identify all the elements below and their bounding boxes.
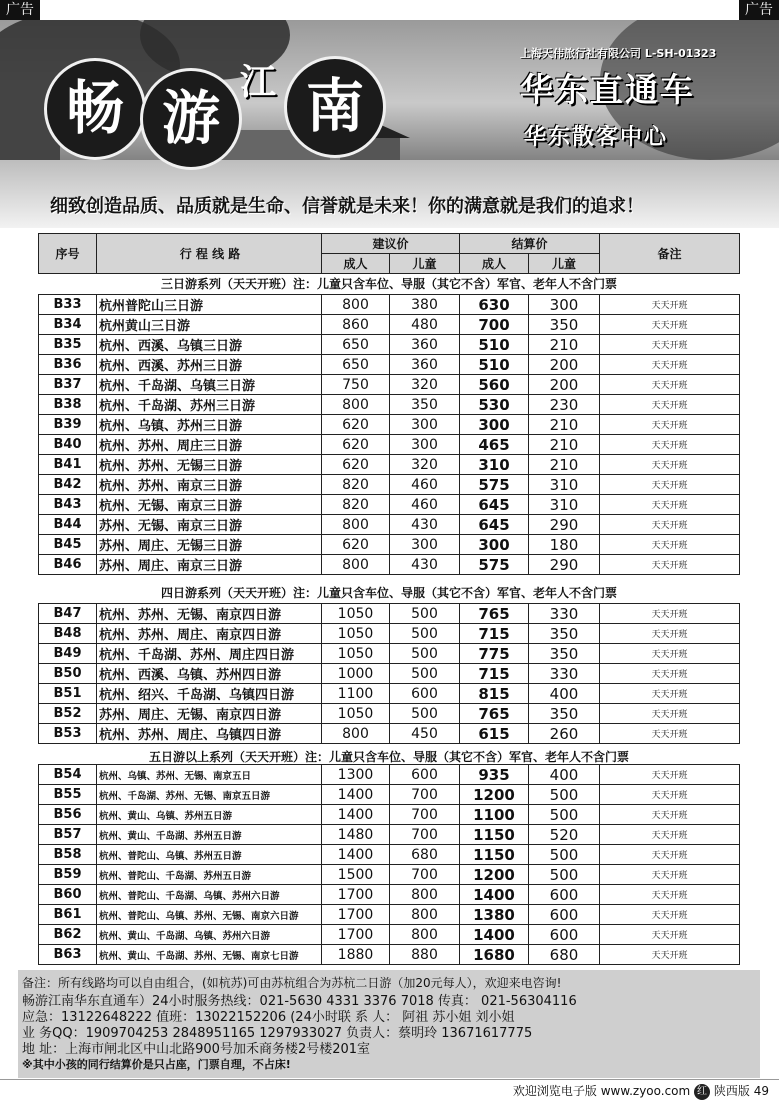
route-code: B53: [39, 724, 97, 744]
table-row: [39, 785, 740, 805]
suggested-child-price: 500: [390, 704, 460, 724]
settlement-adult-price: 630: [460, 295, 529, 315]
settlement-adult-price: 1150: [460, 845, 529, 865]
section-title: 三日游系列（天天开班）注：儿童只含车位、导服（其它不含）军官、老年人不含门票: [160, 277, 617, 291]
suggested-adult-price: 650: [322, 335, 390, 355]
table-row: [39, 604, 740, 624]
route-code: B54: [39, 765, 97, 785]
settlement-adult-price: 1200: [460, 785, 529, 805]
route-code: B40: [39, 435, 97, 455]
suggested-child-price: 480: [390, 315, 460, 335]
brand-subtitle: 华东散客中心: [524, 125, 669, 150]
suggested-adult-price: 1480: [322, 825, 390, 845]
suggested-adult-price: 800: [322, 395, 390, 415]
suggested-child-price: 320: [390, 375, 460, 395]
suggested-adult-price: 750: [322, 375, 390, 395]
slogan: 细致创造品质、品质就是生命、信誉就是未来！你的满意就是我们的追求！: [50, 196, 644, 217]
suggested-adult-price: 1050: [322, 704, 390, 724]
route-code: B37: [39, 375, 97, 395]
settlement-child-price: 400: [529, 765, 600, 785]
suggested-child-price: 500: [390, 624, 460, 644]
settlement-child-price: 500: [529, 865, 600, 885]
suggested-adult-price: 1050: [322, 624, 390, 644]
title-char-2: 游: [140, 68, 242, 170]
settlement-child-price: 350: [529, 315, 600, 335]
table-row: [39, 555, 740, 575]
settlement-adult-price: 575: [460, 475, 529, 495]
route-name: 杭州、西溪、乌镇、苏州四日游: [97, 664, 322, 684]
suggested-child-price: 800: [390, 885, 460, 905]
settlement-adult-price: 1400: [460, 925, 529, 945]
route-name: 杭州、乌镇、苏州三日游: [97, 415, 322, 435]
route-code: B59: [39, 865, 97, 885]
table-row: [39, 805, 740, 825]
suggested-adult-price: 860: [322, 315, 390, 335]
route-name: 杭州、苏州、周庄三日游: [97, 435, 322, 455]
suggested-adult-price: 1100: [322, 684, 390, 704]
note-cell: 天天开班: [600, 845, 740, 865]
settlement-adult-price: 1680: [460, 945, 529, 965]
note-cell: 天天开班: [600, 925, 740, 945]
suggested-child-price: 500: [390, 644, 460, 664]
route-code: B43: [39, 495, 97, 515]
header-adult: 成人: [460, 254, 529, 274]
route-name: 杭州、千岛湖、乌镇三日游: [97, 375, 322, 395]
route-name: 杭州、苏州、周庄、南京四日游: [97, 624, 322, 644]
route-code: B44: [39, 515, 97, 535]
suggested-child-price: 500: [390, 604, 460, 624]
suggested-adult-price: 620: [322, 415, 390, 435]
price-table: [38, 603, 740, 744]
suggested-child-price: 700: [390, 785, 460, 805]
route-name: 杭州、普陀山、千岛湖、乌镇、苏州六日游: [97, 885, 322, 905]
price-table: [38, 294, 740, 575]
title-char-3: 江: [240, 61, 277, 103]
settlement-child-price: 400: [529, 684, 600, 704]
route-code: B48: [39, 624, 97, 644]
note-cell: 天天开班: [600, 475, 740, 495]
footer-qq: 业 务QQ：1909704253 2848951165 1297933027 负责人：蔡明玲 13671617775: [22, 1026, 533, 1041]
settlement-child-price: 210: [529, 435, 600, 455]
header-note: 备注: [600, 234, 740, 274]
logo-icon: 红: [694, 1084, 710, 1100]
suggested-child-price: 300: [390, 535, 460, 555]
suggested-adult-price: 800: [322, 515, 390, 535]
settlement-child-price: 350: [529, 644, 600, 664]
suggested-adult-price: 1400: [322, 805, 390, 825]
table-row: [39, 335, 740, 355]
settlement-adult-price: 935: [460, 765, 529, 785]
suggested-child-price: 500: [390, 664, 460, 684]
footer-hotline: 畅游江南华东直通车）24小时服务热线：021-5630 4331 3376 7018 传真： 021-56304116: [22, 994, 577, 1009]
route-name: 杭州、苏州、无锡三日游: [97, 455, 322, 475]
route-name: 杭州、千岛湖、苏州、周庄四日游: [97, 644, 322, 664]
suggested-child-price: 380: [390, 295, 460, 315]
settlement-child-price: 520: [529, 825, 600, 845]
settlement-child-price: 210: [529, 455, 600, 475]
settlement-adult-price: 765: [460, 604, 529, 624]
suggested-child-price: 360: [390, 335, 460, 355]
table-row: [39, 945, 740, 965]
suggested-child-price: 700: [390, 825, 460, 845]
route-code: B41: [39, 455, 97, 475]
route-name: 杭州、乌镇、苏州、无锡、南京五日: [97, 765, 322, 785]
suggested-child-price: 430: [390, 555, 460, 575]
route-name: 苏州、周庄、无锡、南京四日游: [97, 704, 322, 724]
route-code: B57: [39, 825, 97, 845]
header-settlement: 结算价: [460, 234, 600, 254]
route-code: B46: [39, 555, 97, 575]
table-row: [39, 475, 740, 495]
header-child: 儿童: [390, 254, 460, 274]
table-row: [39, 624, 740, 644]
suggested-adult-price: 650: [322, 355, 390, 375]
table-row: [39, 515, 740, 535]
header-seq: 序号: [39, 234, 97, 274]
table-row: [39, 355, 740, 375]
note-cell: 天天开班: [600, 805, 740, 825]
table-row: [39, 905, 740, 925]
suggested-child-price: 300: [390, 415, 460, 435]
footer-address: 地 址：上海市闸北区中山北路900号加禾商务楼2号楼201室: [22, 1042, 371, 1057]
route-code: B62: [39, 925, 97, 945]
table-row: [39, 825, 740, 845]
suggested-child-price: 700: [390, 805, 460, 825]
settlement-adult-price: 1150: [460, 825, 529, 845]
note-cell: 天天开班: [600, 515, 740, 535]
route-name: 杭州、普陀山、千岛湖、苏州五日游: [97, 865, 322, 885]
note-cell: 天天开班: [600, 495, 740, 515]
note-cell: 天天开班: [600, 355, 740, 375]
website-text: 欢迎浏览电子版 www.zyoo.com: [512, 1084, 691, 1098]
settlement-child-price: 290: [529, 555, 600, 575]
suggested-child-price: 350: [390, 395, 460, 415]
title-char-1: 畅: [44, 58, 146, 160]
table-row: [39, 644, 740, 664]
ad-label-right: 广告: [739, 0, 779, 20]
route-name: 杭州、西溪、苏州三日游: [97, 355, 322, 375]
settlement-child-price: 200: [529, 375, 600, 395]
route-name: 杭州、苏州、周庄、乌镇四日游: [97, 724, 322, 744]
settlement-child-price: 500: [529, 805, 600, 825]
settlement-adult-price: 615: [460, 724, 529, 744]
suggested-child-price: 680: [390, 845, 460, 865]
table-row: [39, 845, 740, 865]
table-row: [39, 295, 740, 315]
note-cell: 天天开班: [600, 885, 740, 905]
page-number: 49: [753, 1084, 769, 1098]
company-name: 上海天伟旅行社有限公司 L-SH-01323: [520, 47, 717, 60]
route-name: 杭州黄山三日游: [97, 315, 322, 335]
settlement-child-price: 310: [529, 495, 600, 515]
table-row: [39, 395, 740, 415]
table-row: [39, 415, 740, 435]
settlement-child-price: 310: [529, 475, 600, 495]
settlement-child-price: 600: [529, 885, 600, 905]
settlement-adult-price: 560: [460, 375, 529, 395]
route-code: B55: [39, 785, 97, 805]
note-cell: 天天开班: [600, 785, 740, 805]
header-child: 儿童: [529, 254, 600, 274]
note-cell: 天天开班: [600, 765, 740, 785]
settlement-child-price: 350: [529, 704, 600, 724]
suggested-adult-price: 1700: [322, 905, 390, 925]
route-name: 杭州、西溪、乌镇三日游: [97, 335, 322, 355]
settlement-adult-price: 1400: [460, 885, 529, 905]
route-code: B45: [39, 535, 97, 555]
route-name: 苏州、周庄、南京三日游: [97, 555, 322, 575]
suggested-child-price: 300: [390, 435, 460, 455]
note-cell: 天天开班: [600, 375, 740, 395]
suggested-adult-price: 1400: [322, 845, 390, 865]
route-name: 杭州、普陀山、乌镇、苏州五日游: [97, 845, 322, 865]
page-footer: [513, 1082, 769, 1100]
settlement-adult-price: 510: [460, 355, 529, 375]
route-code: B36: [39, 355, 97, 375]
table-row: [39, 925, 740, 945]
route-code: B63: [39, 945, 97, 965]
route-code: B47: [39, 604, 97, 624]
settlement-child-price: 210: [529, 335, 600, 355]
route-name: 苏州、无锡、南京三日游: [97, 515, 322, 535]
note-cell: 天天开班: [600, 415, 740, 435]
note-cell: 天天开班: [600, 684, 740, 704]
footer-emergency: 应急：13122648222 值班：13022152206 (24小时联 系 人： 阿祖 苏小姐 刘小姐: [22, 1010, 515, 1025]
note-cell: 天天开班: [600, 315, 740, 335]
table-row: [39, 865, 740, 885]
banner: [0, 20, 779, 228]
note-cell: 天天开班: [600, 624, 740, 644]
settlement-adult-price: 530: [460, 395, 529, 415]
route-name: 杭州、黄山、千岛湖、乌镇、苏州六日游: [97, 925, 322, 945]
header-adult: 成人: [322, 254, 390, 274]
settlement-child-price: 260: [529, 724, 600, 744]
suggested-adult-price: 1700: [322, 925, 390, 945]
suggested-adult-price: 620: [322, 535, 390, 555]
suggested-adult-price: 1000: [322, 664, 390, 684]
table-row: [39, 315, 740, 335]
title-char-4: 南: [284, 56, 386, 158]
ad-label-left: 广告: [0, 0, 40, 20]
route-name: 杭州、千岛湖、苏州、无锡、南京五日游: [97, 785, 322, 805]
suggested-adult-price: 800: [322, 555, 390, 575]
settlement-adult-price: 700: [460, 315, 529, 335]
edition-label: 陕西版: [713, 1084, 750, 1098]
suggested-child-price: 460: [390, 475, 460, 495]
note-cell: 天天开班: [600, 704, 740, 724]
note-cell: 天天开班: [600, 555, 740, 575]
settlement-adult-price: 645: [460, 515, 529, 535]
route-name: 杭州、黄山、千岛湖、苏州五日游: [97, 825, 322, 845]
footer-warning: ※其中小孩的同行结算价是只占座，门票自理，不占床!: [22, 1058, 291, 1071]
route-code: B42: [39, 475, 97, 495]
settlement-child-price: 500: [529, 845, 600, 865]
route-name: 杭州普陀山三日游: [97, 295, 322, 315]
route-code: B49: [39, 644, 97, 664]
note-cell: 天天开班: [600, 435, 740, 455]
table-row: [39, 495, 740, 515]
settlement-child-price: 680: [529, 945, 600, 965]
route-name: 杭州、黄山、乌镇、苏州五日游: [97, 805, 322, 825]
settlement-adult-price: 310: [460, 455, 529, 475]
suggested-child-price: 800: [390, 905, 460, 925]
header-route: 行 程 线 路: [97, 234, 322, 274]
price-table: [38, 764, 740, 965]
suggested-adult-price: 820: [322, 495, 390, 515]
note-cell: 天天开班: [600, 535, 740, 555]
note-cell: 天天开班: [600, 395, 740, 415]
settlement-adult-price: 1100: [460, 805, 529, 825]
suggested-child-price: 460: [390, 495, 460, 515]
suggested-child-price: 450: [390, 724, 460, 744]
suggested-child-price: 320: [390, 455, 460, 475]
settlement-child-price: 500: [529, 785, 600, 805]
settlement-child-price: 600: [529, 905, 600, 925]
suggested-adult-price: 1880: [322, 945, 390, 965]
route-name: 苏州、周庄、无锡三日游: [97, 535, 322, 555]
suggested-adult-price: 800: [322, 295, 390, 315]
suggested-adult-price: 800: [322, 724, 390, 744]
section-title: 五日游以上系列（天天开班）注：儿童只含车位、导服（其它不含）军官、老年人不含门票: [148, 750, 629, 764]
route-code: B51: [39, 684, 97, 704]
route-code: B34: [39, 315, 97, 335]
route-code: B38: [39, 395, 97, 415]
note-cell: 天天开班: [600, 865, 740, 885]
note-cell: 天天开班: [600, 295, 740, 315]
suggested-child-price: 430: [390, 515, 460, 535]
settlement-child-price: 330: [529, 664, 600, 684]
settlement-adult-price: 510: [460, 335, 529, 355]
suggested-adult-price: 620: [322, 435, 390, 455]
settlement-adult-price: 300: [460, 535, 529, 555]
settlement-adult-price: 715: [460, 664, 529, 684]
suggested-adult-price: 820: [322, 475, 390, 495]
settlement-child-price: 350: [529, 624, 600, 644]
note-cell: 天天开班: [600, 825, 740, 845]
settlement-child-price: 200: [529, 355, 600, 375]
route-code: B35: [39, 335, 97, 355]
table-row: [39, 885, 740, 905]
settlement-child-price: 600: [529, 925, 600, 945]
divider: [0, 1079, 779, 1080]
footer-remark: 备注：所有线路均可以自由组合，(如杭苏)可由苏杭组合为苏杭二日游（加20元每人），欢迎来电咨询!: [22, 976, 562, 990]
settlement-child-price: 230: [529, 395, 600, 415]
suggested-child-price: 880: [390, 945, 460, 965]
suggested-adult-price: 1050: [322, 644, 390, 664]
route-code: B58: [39, 845, 97, 865]
suggested-adult-price: 1050: [322, 604, 390, 624]
table-row: [39, 684, 740, 704]
note-cell: 天天开班: [600, 604, 740, 624]
suggested-child-price: 700: [390, 865, 460, 885]
settlement-adult-price: 765: [460, 704, 529, 724]
settlement-adult-price: 645: [460, 495, 529, 515]
settlement-adult-price: 1200: [460, 865, 529, 885]
settlement-child-price: 210: [529, 415, 600, 435]
suggested-adult-price: 1700: [322, 885, 390, 905]
settlement-adult-price: 815: [460, 684, 529, 704]
route-code: B60: [39, 885, 97, 905]
table-row: [39, 535, 740, 555]
table-row: [39, 455, 740, 475]
price-table-header: [38, 233, 740, 274]
suggested-child-price: 800: [390, 925, 460, 945]
note-cell: 天天开班: [600, 664, 740, 684]
note-cell: 天天开班: [600, 644, 740, 664]
route-code: B39: [39, 415, 97, 435]
route-name: 杭州、苏州、无锡、南京四日游: [97, 604, 322, 624]
route-code: B56: [39, 805, 97, 825]
route-code: B50: [39, 664, 97, 684]
settlement-adult-price: 465: [460, 435, 529, 455]
settlement-adult-price: 715: [460, 624, 529, 644]
suggested-child-price: 600: [390, 684, 460, 704]
section-title: 四日游系列（天天开班）注：儿童只含车位、导服（其它不含）军官、老年人不含门票: [160, 586, 617, 600]
suggested-child-price: 360: [390, 355, 460, 375]
table-row: [39, 765, 740, 785]
suggested-adult-price: 1300: [322, 765, 390, 785]
settlement-adult-price: 575: [460, 555, 529, 575]
route-code: B33: [39, 295, 97, 315]
route-name: 杭州、绍兴、千岛湖、乌镇四日游: [97, 684, 322, 704]
suggested-adult-price: 1500: [322, 865, 390, 885]
brand-title: 华东直通车: [520, 70, 695, 109]
note-cell: 天天开班: [600, 945, 740, 965]
table-row: [39, 704, 740, 724]
note-cell: 天天开班: [600, 335, 740, 355]
route-name: 杭州、普陀山、乌镇、苏州、无锡、南京六日游: [97, 905, 322, 925]
route-name: 杭州、黄山、千岛湖、苏州、无锡、南京七日游: [97, 945, 322, 965]
route-code: B61: [39, 905, 97, 925]
settlement-child-price: 300: [529, 295, 600, 315]
table-row: [39, 435, 740, 455]
settlement-adult-price: 300: [460, 415, 529, 435]
settlement-child-price: 180: [529, 535, 600, 555]
header-suggested: 建议价: [322, 234, 460, 254]
settlement-child-price: 290: [529, 515, 600, 535]
table-row: [39, 375, 740, 395]
settlement-adult-price: 1380: [460, 905, 529, 925]
route-name: 杭州、苏州、南京三日游: [97, 475, 322, 495]
note-cell: 天天开班: [600, 455, 740, 475]
route-name: 杭州、千岛湖、苏州三日游: [97, 395, 322, 415]
suggested-adult-price: 620: [322, 455, 390, 475]
table-row: [39, 724, 740, 744]
suggested-child-price: 600: [390, 765, 460, 785]
route-code: B52: [39, 704, 97, 724]
note-cell: 天天开班: [600, 724, 740, 744]
suggested-adult-price: 1400: [322, 785, 390, 805]
note-cell: 天天开班: [600, 905, 740, 925]
route-name: 杭州、无锡、南京三日游: [97, 495, 322, 515]
table-row: [39, 664, 740, 684]
settlement-adult-price: 775: [460, 644, 529, 664]
settlement-child-price: 330: [529, 604, 600, 624]
